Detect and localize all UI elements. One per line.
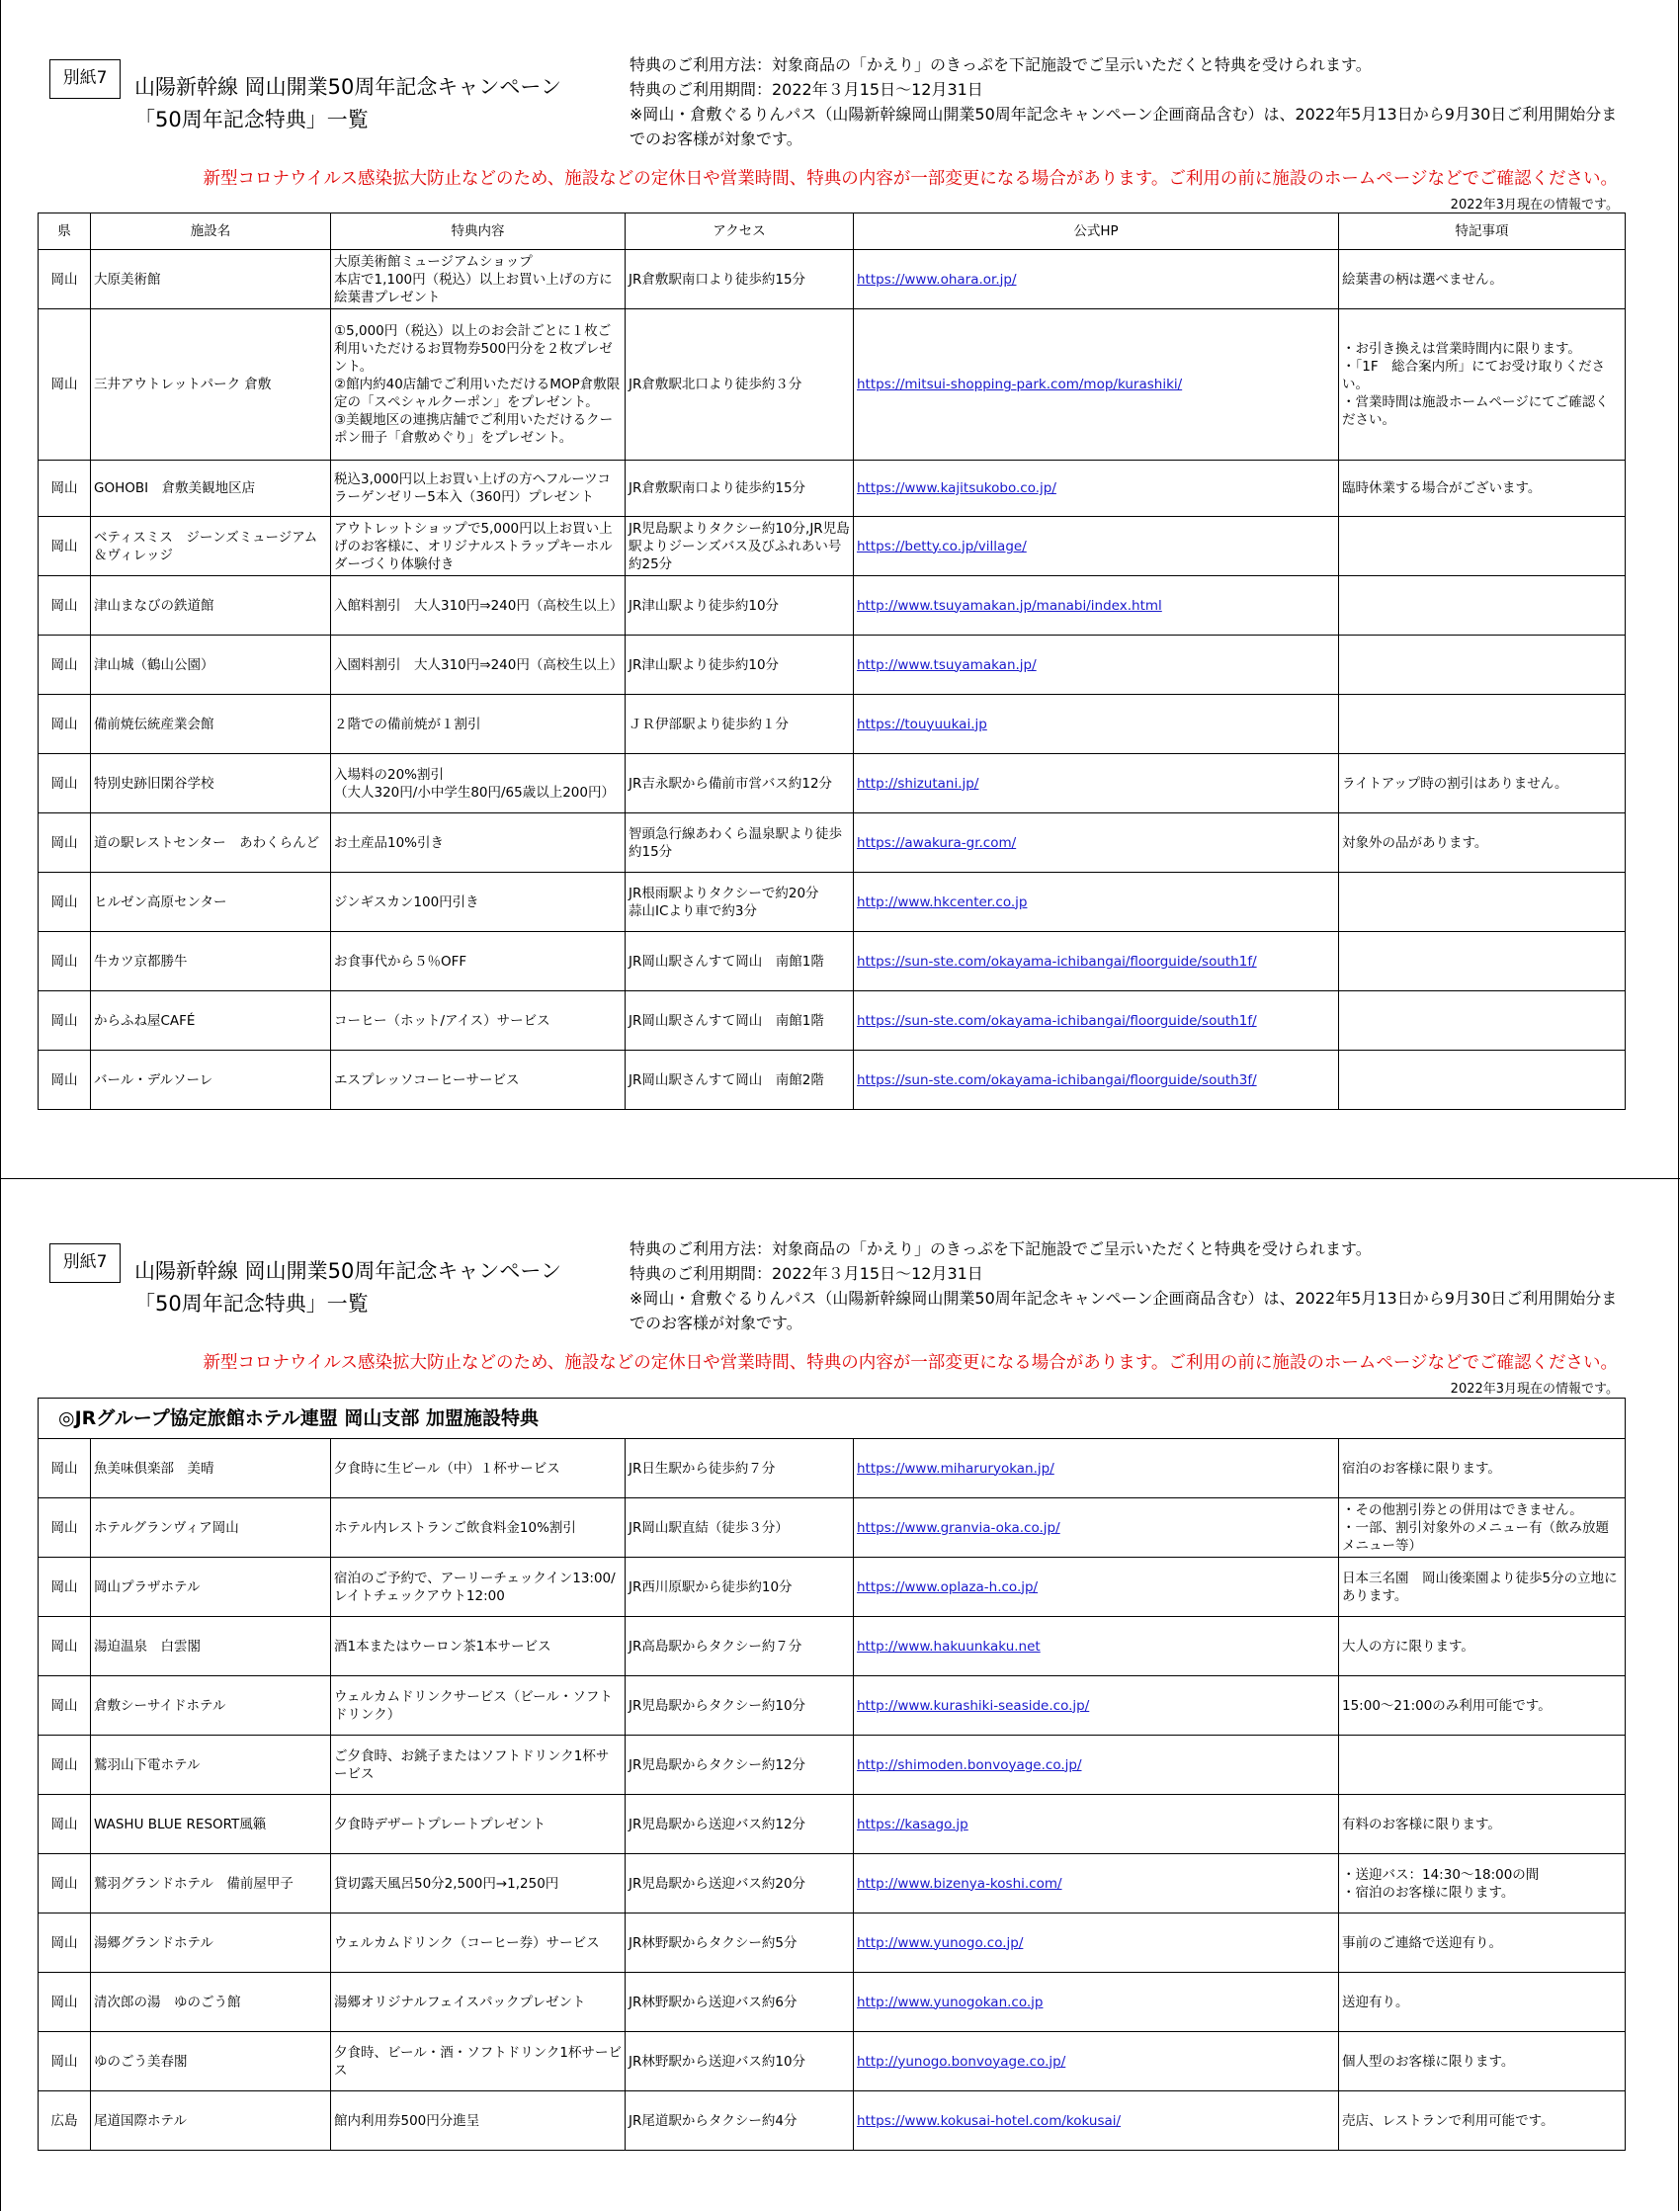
facility-name-cell: からふね屋CAFÉ: [91, 991, 331, 1051]
table-header-row: [39, 213, 1626, 250]
benefit-cell: ホテル内レストランご飲食料金10%割引: [331, 1498, 626, 1558]
note-cell: 個人型のお客様に限ります。: [1339, 2032, 1626, 2091]
access-cell: JR津山駅より徒歩約10分: [626, 636, 854, 695]
note-cell: 売店、レストランで利用可能です。: [1339, 2091, 1626, 2151]
facility-name-cell: 特別史跡旧閑谷学校: [91, 754, 331, 813]
facility-name-cell: 湯郷グランドホテル: [91, 1913, 331, 1973]
title-line-2: 「50周年記念特典」一覧: [134, 1292, 369, 1316]
pref-cell: 岡山: [39, 461, 91, 517]
facility-name-cell: GOHOBI 倉敷美観地区店: [91, 461, 331, 517]
benefit-cell: 酒1本またはウーロン茶1本サービス: [331, 1617, 626, 1676]
table-row: [39, 991, 1626, 1051]
official-site-link[interactable]: https://touyuukai.jp: [857, 716, 987, 732]
as-of-date: 2022年3月現在の情報です。: [1450, 198, 1619, 213]
note-cell: ・送迎バス：14:30～18:00の間 ・宿泊のお客様に限ります。: [1339, 1854, 1626, 1913]
pref-cell: 広島: [39, 2091, 91, 2151]
benefit-cell: 夕食時デザートプレートプレゼント: [331, 1795, 626, 1854]
access-cell: JR林野駅からタクシー約5分: [626, 1913, 854, 1973]
note-cell: 宿泊のお客様に限ります。: [1339, 1439, 1626, 1498]
pref-cell: 岡山: [39, 1676, 91, 1736]
facility-name-cell: 倉敷シーサイドホテル: [91, 1676, 331, 1736]
access-cell: JR林野駅から送迎バス約6分: [626, 1973, 854, 2032]
url-cell: [854, 636, 1339, 695]
official-site-link[interactable]: http://www.kurashiki-seaside.co.jp/: [857, 1697, 1090, 1714]
table-row: [39, 1973, 1626, 2032]
table-row: [39, 754, 1626, 813]
access-cell: JR日生駅から徒歩約７分: [626, 1439, 854, 1498]
url-cell: [854, 461, 1339, 517]
attachment-badge: 別紙7: [49, 1243, 121, 1283]
official-site-link[interactable]: https://sun-ste.com/okayama-ichibangai/floorguide/south1f/: [857, 1012, 1257, 1029]
url-cell: [854, 1795, 1339, 1854]
official-site-link[interactable]: https://www.miharuryokan.jp/: [857, 1460, 1054, 1477]
hotel-benefits-table: [38, 1398, 1626, 2151]
table-row: [39, 2091, 1626, 2151]
access-cell: JR高島駅からタクシー約７分: [626, 1617, 854, 1676]
table-row: [39, 1795, 1626, 1854]
table-row: [39, 250, 1626, 309]
pref-cell: 岡山: [39, 250, 91, 309]
facility-name-cell: バール・デルソーレ: [91, 1051, 331, 1110]
pref-cell: 岡山: [39, 2032, 91, 2091]
official-site-link[interactable]: https://www.granvia-oka.co.jp/: [857, 1519, 1060, 1536]
official-site-link[interactable]: http://www.yunogokan.co.jp: [857, 1994, 1044, 2010]
benefit-cell: ジンギスカン100円引き: [331, 873, 626, 932]
column-header-name: 施設名: [91, 213, 331, 250]
benefit-cell: 湯郷オリジナルフェイスパックプレゼント: [331, 1973, 626, 2032]
access-cell: JR児島駅からタクシー約10分: [626, 1676, 854, 1736]
covid-warning: 新型コロナウイルス感染拡大防止などのため、施設などの定休日や営業時間、特典の内容が一部変更になる場合があります。ご利用の前に施設のホームページなどでご確認ください。: [203, 169, 1618, 189]
table-row: [39, 1558, 1626, 1617]
facility-name-cell: ゆのごう美春閣: [91, 2032, 331, 2091]
pref-cell: 岡山: [39, 873, 91, 932]
note-cell: [1339, 517, 1626, 576]
official-site-link[interactable]: https://awakura-gr.com/: [857, 834, 1017, 851]
benefit-cell: 宿泊のご予約で、アーリーチェックイン13:00/レイトチェックアウト12:00: [331, 1558, 626, 1617]
pref-cell: 岡山: [39, 1439, 91, 1498]
access-cell: JR倉敷駅南口より徒歩約15分: [626, 250, 854, 309]
benefits-table: [38, 213, 1626, 1110]
section-title: ◎JRグループ協定旅館ホテル連盟 岡山支部 加盟施設特典: [39, 1399, 1626, 1439]
official-site-link[interactable]: http://www.hkcenter.co.jp: [857, 893, 1028, 910]
note-usage-period: 特典のご利用期間：2022年３月15日～12月31日: [630, 80, 983, 99]
url-cell: [854, 576, 1339, 636]
note-cell: 対象外の品があります。: [1339, 813, 1626, 873]
official-site-link[interactable]: http://yunogo.bonvoyage.co.jp/: [857, 2053, 1066, 2070]
facility-name-cell: 岡山プラザホテル: [91, 1558, 331, 1617]
benefit-cell: コーヒー（ホット/アイス）サービス: [331, 991, 626, 1051]
facility-name-cell: 湯迫温泉 白雲閣: [91, 1617, 331, 1676]
note-cell: ・お引き換えは営業時間内に限ります。 ・「1F 総合案内所」にてお受け取りください。 ・営業時間は施設ホームページにてご確認ください。: [1339, 309, 1626, 461]
usage-notes: [630, 52, 1628, 151]
url-cell: [854, 932, 1339, 991]
note-cell: [1339, 576, 1626, 636]
access-cell: JR児島駅から送迎バス約20分: [626, 1854, 854, 1913]
covid-warning: 新型コロナウイルス感染拡大防止などのため、施設などの定休日や営業時間、特典の内容が一部変更になる場合があります。ご利用の前に施設のホームページなどでご確認ください。: [203, 1353, 1618, 1373]
benefit-cell: エスプレッソコーヒーサービス: [331, 1051, 626, 1110]
benefit-cell: 入園料割引 大人310円⇒240円（高校生以上）: [331, 636, 626, 695]
note-cell: [1339, 636, 1626, 695]
official-site-link[interactable]: http://shizutani.jp/: [857, 775, 979, 792]
note-cell: [1339, 991, 1626, 1051]
pref-cell: 岡山: [39, 1795, 91, 1854]
table-row: [39, 2032, 1626, 2091]
facility-name-cell: 魚美味倶楽部 美晴: [91, 1439, 331, 1498]
note-cell: [1339, 695, 1626, 754]
benefit-cell: ご夕食時、お銚子またはソフトドリンク1杯サービス: [331, 1736, 626, 1795]
facility-name-cell: WASHU BLUE RESORT風籟: [91, 1795, 331, 1854]
official-site-link[interactable]: https://betty.co.jp/village/: [857, 538, 1027, 554]
title-line-1: 山陽新幹線 岡山開業50周年記念キャンペーン: [134, 75, 561, 99]
table-row: [39, 636, 1626, 695]
url-cell: [854, 695, 1339, 754]
facility-name-cell: 清次郎の湯 ゆのごう館: [91, 1973, 331, 2032]
official-site-link[interactable]: http://www.yunogo.co.jp/: [857, 1934, 1024, 1951]
access-cell: JR岡山駅さんすて岡山 南館1階: [626, 932, 854, 991]
table-row: [39, 1051, 1626, 1110]
note-cell: 絵葉書の柄は選べません。: [1339, 250, 1626, 309]
attachment-badge: 別紙7: [49, 59, 121, 99]
url-cell: [854, 1617, 1339, 1676]
note-cell: 事前のご連絡で送迎有り。: [1339, 1913, 1626, 1973]
title-line-1: 山陽新幹線 岡山開業50周年記念キャンペーン: [134, 1259, 561, 1283]
official-site-link[interactable]: https://sun-ste.com/okayama-ichibangai/floorguide/south3f/: [857, 1071, 1257, 1088]
access-cell: JR岡山駅さんすて岡山 南館2階: [626, 1051, 854, 1110]
note-cell: [1339, 932, 1626, 991]
note-cell: 日本三名園 岡山後楽園より徒歩5分の立地にあります。: [1339, 1558, 1626, 1617]
page-title: [134, 1255, 561, 1320]
benefit-cell: ①5,000円（税込）以上のお会計ごとに１枚ご利用いただけるお買物券500円分を２枚プレゼント。 ②館内約40店舗でご利用いただけるMOP倉敷限定の「スペシャルクーポン」をプレゼント。 ③美観地区の連携店舗でご利用いただけるクーポン冊子「倉敷めぐり」をプレゼント。: [331, 309, 626, 461]
column-header-url: 公式HP: [854, 213, 1339, 250]
table-row: [39, 1617, 1626, 1676]
table-row: [39, 1913, 1626, 1973]
table-row: [39, 1439, 1626, 1498]
official-site-link[interactable]: https://www.kokusai-hotel.com/kokusai/: [857, 2112, 1122, 2129]
url-cell: [854, 2091, 1339, 2151]
url-cell: [854, 1051, 1339, 1110]
note-cell: 大人の方に限ります。: [1339, 1617, 1626, 1676]
access-cell: JR西川原駅から徒歩約10分: [626, 1558, 854, 1617]
official-site-link[interactable]: https://mitsui-shopping-park.com/mop/kurashiki/: [857, 377, 1183, 392]
url-cell: [854, 754, 1339, 813]
pref-cell: 岡山: [39, 1736, 91, 1795]
table-row: [39, 873, 1626, 932]
table-row: [39, 1498, 1626, 1558]
access-cell: JR根雨駅よりタクシーで約20分 蒜山ICより車で約3分: [626, 873, 854, 932]
table-row: [39, 461, 1626, 517]
note-cell: 有料のお客様に限ります。: [1339, 1795, 1626, 1854]
benefit-cell: 大原美術館ミュージアムショップ 本店で1,100円（税込）以上お買い上げの方に絵葉書プレゼント: [331, 250, 626, 309]
access-cell: JR児島駅からタクシー約12分: [626, 1736, 854, 1795]
facility-name-cell: 津山城（鶴山公園）: [91, 636, 331, 695]
facility-name-cell: 津山まなびの鉄道館: [91, 576, 331, 636]
pref-cell: 岡山: [39, 813, 91, 873]
pref-cell: 岡山: [39, 1854, 91, 1913]
url-cell: [854, 873, 1339, 932]
facility-name-cell: 牛カツ京都勝牛: [91, 932, 331, 991]
benefit-cell: お食事代から５％OFF: [331, 932, 626, 991]
benefits-table-body: [39, 250, 1626, 1110]
note-cell: [1339, 1051, 1626, 1110]
access-cell: 智頭急行線あわくら温泉駅より徒歩約15分: [626, 813, 854, 873]
benefit-cell: 入館料割引 大人310円⇒240円（高校生以上）: [331, 576, 626, 636]
column-header-access: アクセス: [626, 213, 854, 250]
pref-cell: 岡山: [39, 754, 91, 813]
access-cell: JR児島駅から送迎バス約12分: [626, 1795, 854, 1854]
access-cell: ＪＲ伊部駅より徒歩約１分: [626, 695, 854, 754]
hotel-benefits-table-body: [39, 1399, 1626, 2151]
note-cell: 送迎有り。: [1339, 1973, 1626, 2032]
table-row: [39, 1676, 1626, 1736]
pref-cell: 岡山: [39, 517, 91, 576]
facility-name-cell: 道の駅レストセンター あわくらんど: [91, 813, 331, 873]
note-cell: ・その他割引券との併用はできません。 ・一部、割引対象外のメニュー有（飲み放題メニュー等）: [1339, 1498, 1626, 1558]
note-usage-method: 特典のご利用方法：対象商品の「かえり」のきっぷを下記施設でご呈示いただくと特典を受けられます。: [630, 1239, 1372, 1258]
note-usage-method: 特典のご利用方法：対象商品の「かえり」のきっぷを下記施設でご呈示いただくと特典を受けられます。: [630, 55, 1372, 74]
url-cell: [854, 813, 1339, 873]
official-site-link[interactable]: https://www.kajitsukobo.co.jp/: [857, 480, 1056, 496]
url-cell: [854, 1439, 1339, 1498]
table-row: [39, 932, 1626, 991]
official-site-link[interactable]: http://www.tsuyamakan.jp/manabi/index.html: [857, 597, 1162, 614]
pref-cell: 岡山: [39, 1498, 91, 1558]
official-site-link[interactable]: http://www.tsuyamakan.jp/: [857, 656, 1037, 673]
note-cell: [1339, 1736, 1626, 1795]
official-site-link[interactable]: https://www.oplaza-h.co.jp/: [857, 1578, 1039, 1595]
url-cell: [854, 517, 1339, 576]
benefit-cell: アウトレットショップで5,000円以上お買い上げのお客様に、オリジナルストラップキーホルダーづくり体験付き: [331, 517, 626, 576]
table-row: [39, 309, 1626, 461]
official-site-link[interactable]: https://sun-ste.com/okayama-ichibangai/floorguide/south1f/: [857, 953, 1257, 970]
table-row: [39, 813, 1626, 873]
official-site-link[interactable]: https://www.ohara.or.jp/: [857, 271, 1017, 288]
facility-name-cell: ベティスミス ジーンズミュージアム＆ヴィレッジ: [91, 517, 331, 576]
facility-name-cell: ヒルゼン高原センター: [91, 873, 331, 932]
pref-cell: 岡山: [39, 1617, 91, 1676]
facility-name-cell: 三井アウトレットパーク 倉敷: [91, 309, 331, 461]
official-site-link[interactable]: http://www.bizenya-koshi.com/: [857, 1875, 1062, 1892]
table-row: [39, 695, 1626, 754]
benefit-cell: 税込3,000円以上お買い上げの方へフルーツコラーゲンゼリー5本入（360円）プレゼント: [331, 461, 626, 517]
url-cell: [854, 2032, 1339, 2091]
table-row: [39, 1854, 1626, 1913]
table-row: [39, 517, 1626, 576]
facility-name-cell: 備前焼伝統産業会館: [91, 695, 331, 754]
url-cell: [854, 1973, 1339, 2032]
access-cell: JR津山駅より徒歩約10分: [626, 576, 854, 636]
note-cell: 15:00～21:00のみ利用可能です。: [1339, 1676, 1626, 1736]
note-usage-period: 特典のご利用期間：2022年３月15日～12月31日: [630, 1264, 983, 1283]
facility-name-cell: 鷲羽グランドホテル 備前屋甲子: [91, 1854, 331, 1913]
note-cell: 臨時休業する場合がございます。: [1339, 461, 1626, 517]
access-cell: JR倉敷駅南口より徒歩約15分: [626, 461, 854, 517]
pref-cell: 岡山: [39, 1913, 91, 1973]
access-cell: JR岡山駅直結（徒歩３分）: [626, 1498, 854, 1558]
benefit-cell: ２階での備前焼が１割引: [331, 695, 626, 754]
note-cell: [1339, 873, 1626, 932]
benefit-cell: 夕食時、ビール・酒・ソフトドリンク1杯サービス: [331, 2032, 626, 2091]
access-cell: JR林野駅から送迎バス約10分: [626, 2032, 854, 2091]
pref-cell: 岡山: [39, 1051, 91, 1110]
benefit-cell: 入場料の20%割引 （大人320円/小中学生80円/65歳以上200円）: [331, 754, 626, 813]
pref-cell: 岡山: [39, 1973, 91, 2032]
column-header-benefit: 特典内容: [331, 213, 626, 250]
pref-cell: 岡山: [39, 932, 91, 991]
pref-cell: 岡山: [39, 1558, 91, 1617]
note-cell: ライトアップ時の割引はありません。: [1339, 754, 1626, 813]
table-row: [39, 576, 1626, 636]
as-of-date: 2022年3月現在の情報です。: [1450, 1382, 1619, 1397]
access-cell: JR吉永駅から備前市営バス約12分: [626, 754, 854, 813]
url-cell: [854, 1913, 1339, 1973]
pref-cell: 岡山: [39, 576, 91, 636]
official-site-link[interactable]: http://shimoden.bonvoyage.co.jp/: [857, 1756, 1082, 1773]
note-pass-condition: ※岡山・倉敷ぐるりんパス（山陽新幹線岡山開業50周年記念キャンペーン企画商品含む）は、2022年5月13日から9月30日ご利用開始分までのお客様が対象です。: [630, 1289, 1618, 1332]
title-line-2: 「50周年記念特典」一覧: [134, 108, 369, 131]
facility-name-cell: 鷲羽山下電ホテル: [91, 1736, 331, 1795]
pref-cell: 岡山: [39, 309, 91, 461]
access-cell: JR岡山駅さんすて岡山 南館1階: [626, 991, 854, 1051]
facility-name-cell: 大原美術館: [91, 250, 331, 309]
facility-name-cell: ホテルグランヴィア岡山: [91, 1498, 331, 1558]
benefit-cell: ウェルカムドリンクサービス（ビール・ソフトドリンク）: [331, 1676, 626, 1736]
official-site-link[interactable]: http://www.hakuunkaku.net: [857, 1638, 1041, 1655]
url-cell: [854, 1736, 1339, 1795]
pref-cell: 岡山: [39, 695, 91, 754]
access-cell: JR倉敷駅北口より徒歩約３分: [626, 309, 854, 461]
url-cell: [854, 250, 1339, 309]
benefit-cell: 夕食時に生ビール（中）１杯サービス: [331, 1439, 626, 1498]
benefit-cell: ウェルカムドリンク（コーヒー券）サービス: [331, 1913, 626, 1973]
url-cell: [854, 1676, 1339, 1736]
pref-cell: 岡山: [39, 991, 91, 1051]
page-title: [134, 71, 561, 136]
section-header-row: [39, 1399, 1626, 1439]
access-cell: JR児島駅よりタクシー約10分,JR児島駅よりジーンズバス及びふれあい号約25分: [626, 517, 854, 576]
column-header-pref: 県: [39, 213, 91, 250]
benefit-cell: 貸切露天風呂50分2,500円→1,250円: [331, 1854, 626, 1913]
column-header-note: 特記事項: [1339, 213, 1626, 250]
url-cell: [854, 1558, 1339, 1617]
access-cell: JR尾道駅からタクシー約4分: [626, 2091, 854, 2151]
benefit-cell: 館内利用券500円分進呈: [331, 2091, 626, 2151]
facility-name-cell: 尾道国際ホテル: [91, 2091, 331, 2151]
url-cell: [854, 1854, 1339, 1913]
pref-cell: 岡山: [39, 636, 91, 695]
url-cell: [854, 991, 1339, 1051]
usage-notes: [630, 1236, 1628, 1335]
note-pass-condition: ※岡山・倉敷ぐるりんパス（山陽新幹線岡山開業50周年記念キャンペーン企画商品含む）は、2022年5月13日から9月30日ご利用開始分までのお客様が対象です。: [630, 105, 1618, 148]
table-row: [39, 1736, 1626, 1795]
url-cell: [854, 1498, 1339, 1558]
benefit-cell: お土産品10%引き: [331, 813, 626, 873]
official-site-link[interactable]: https://kasago.jp: [857, 1816, 968, 1832]
url-cell: [854, 309, 1339, 461]
